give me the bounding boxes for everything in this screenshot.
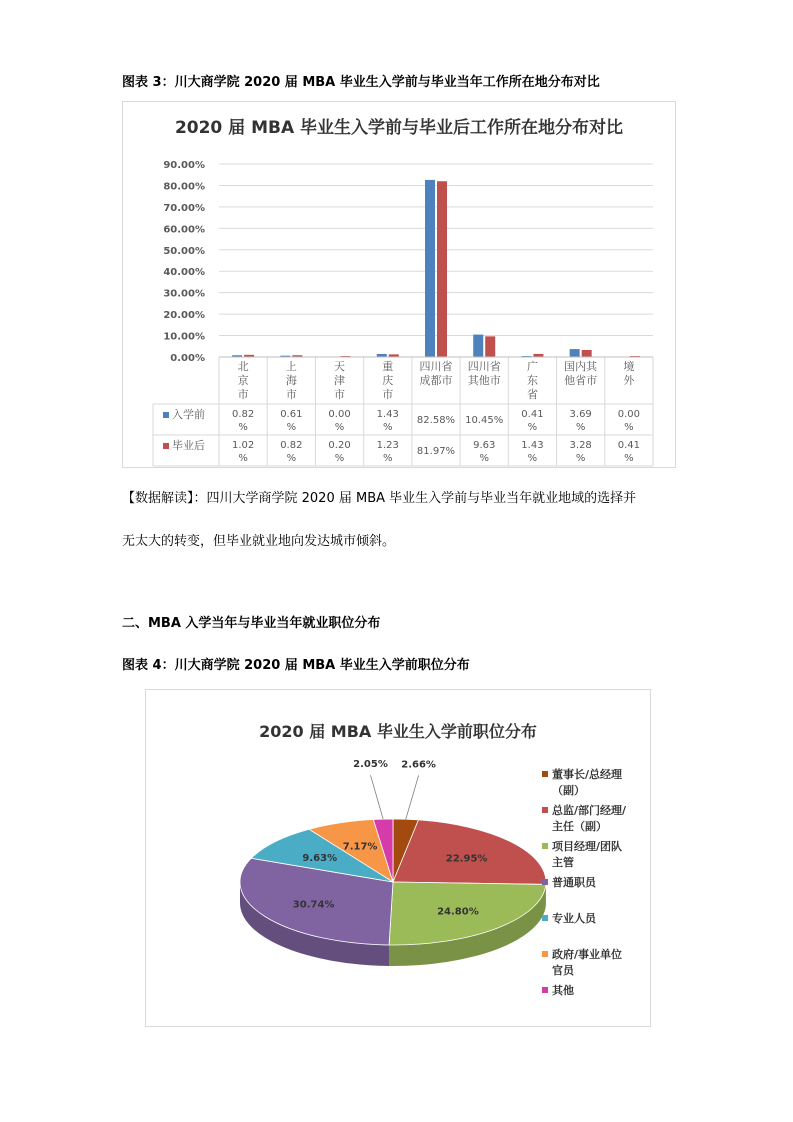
data-label: 0.20 (328, 440, 351, 451)
pie-data-label: 22.95% (445, 853, 488, 865)
pie-chart-container (145, 689, 651, 1027)
leader-line (371, 775, 384, 819)
data-label-unit: % (527, 422, 538, 433)
x-tick-label: 市 (285, 388, 297, 401)
data-label-unit: % (624, 453, 634, 464)
legend-label: 官员 (552, 964, 574, 977)
y-tick-label: 10.00% (163, 331, 205, 343)
data-label: 0.00 (328, 409, 351, 420)
x-tick-label: 外 (623, 374, 635, 387)
bar-chart (123, 102, 675, 467)
data-label: 0.82 (231, 409, 255, 420)
legend-key (542, 771, 548, 777)
x-tick-label: 国内其 (564, 360, 598, 373)
data-label: 3.69 (569, 409, 592, 420)
bar (437, 181, 447, 357)
x-tick-label: 四川省 (467, 360, 501, 373)
x-tick-label: 省 (526, 388, 538, 401)
data-label: 1.02 (231, 440, 255, 451)
legend-label: 专业人员 (552, 912, 596, 925)
data-label: 10.45% (465, 415, 504, 426)
legend-key (542, 879, 548, 885)
figure-caption-4: 图表 4：川大商学院 2020 届 MBA 毕业生入学前职位分布 (122, 658, 470, 673)
x-tick-label: 成都市 (419, 374, 453, 387)
legend-label: 总监/部门经理/ (552, 804, 627, 817)
data-label: 9.63 (473, 440, 496, 451)
interpretation-line-1: 【数据解读】：四川大学商学院 2020 届 MBA 毕业生入学前与毕业当年就业地域的选择并 (122, 491, 637, 506)
data-label-unit: % (479, 453, 489, 464)
x-tick-label: 市 (382, 388, 394, 401)
data-label: 0.00 (617, 409, 641, 420)
section-heading-2: 二、MBA 入学当年与毕业当年就业职位分布 (122, 616, 381, 631)
legend-key (163, 443, 169, 449)
x-tick-label: 其他市 (467, 374, 501, 387)
legend-label: 主任（副） (552, 820, 607, 833)
legend-label: 主管 (552, 856, 574, 869)
data-label: 0.41 (617, 440, 641, 451)
data-label-unit: % (334, 453, 345, 464)
legend-key (542, 807, 548, 813)
legend-label: 董事长/总经理 (552, 768, 623, 781)
y-tick-label: 90.00% (163, 160, 205, 171)
pie-data-label: 24.80% (437, 906, 479, 918)
x-tick-label: 重 (382, 360, 394, 373)
bar (582, 350, 592, 357)
data-label: 81.97% (416, 446, 456, 457)
legend-label: 其他 (552, 984, 574, 997)
data-label-unit: % (238, 453, 248, 464)
chart-title: 2020 届 MBA 毕业生入学前与毕业后工作所在地分布对比 (174, 118, 624, 138)
pie-chart-title: 2020 届 MBA 毕业生入学前职位分布 (259, 722, 537, 741)
pie-data-label: 2.05% (353, 759, 388, 771)
x-tick-label: 天 (334, 360, 346, 373)
data-label: 0.82 (280, 440, 303, 451)
bar-chart-container (122, 101, 676, 468)
data-label-unit: % (383, 422, 393, 433)
data-label: 1.43 (376, 409, 399, 420)
legend-label: （副） (552, 784, 585, 797)
data-label-unit: % (286, 422, 297, 433)
legend-label: 普通职员 (552, 876, 596, 889)
bar (570, 349, 580, 357)
x-tick-label: 北 (237, 360, 249, 373)
x-tick-label: 广 (526, 360, 538, 373)
pie-data-label: 2.66% (401, 759, 436, 771)
data-label-unit: % (286, 453, 297, 464)
x-tick-label: 东 (526, 374, 538, 387)
data-label: 0.61 (280, 409, 303, 420)
data-label: 1.23 (376, 440, 399, 451)
data-label: 3.28 (569, 440, 592, 451)
legend-label: 入学前 (172, 408, 205, 421)
data-label-unit: % (334, 422, 345, 433)
x-tick-label: 海 (285, 374, 297, 387)
x-tick-label: 津 (334, 374, 346, 387)
pie-slice (393, 820, 546, 885)
pie-data-label: 30.74% (292, 899, 335, 911)
y-tick-label: 60.00% (163, 224, 205, 236)
x-tick-label: 京 (237, 374, 249, 387)
legend-label: 毕业后 (172, 439, 205, 452)
legend-key (542, 915, 548, 921)
x-tick-label: 他省市 (564, 374, 598, 387)
data-label-unit: % (575, 422, 586, 433)
interpretation-line-2: 无太大的转变，但毕业就业地向发达城市倾斜。 (122, 534, 396, 549)
y-tick-label: 50.00% (163, 245, 205, 257)
data-label-unit: % (624, 422, 634, 433)
legend-key (163, 412, 169, 418)
legend-key (542, 843, 548, 849)
x-tick-label: 上 (285, 360, 297, 373)
pie-chart (146, 690, 650, 1026)
data-label-unit: % (383, 453, 393, 464)
bar (425, 180, 435, 357)
legend-label: 政府/事业单位 (552, 948, 623, 961)
legend-key (542, 951, 548, 957)
pie-data-label: 7.17% (342, 841, 378, 853)
y-tick-label: 20.00% (163, 310, 205, 322)
bar (473, 335, 483, 357)
y-tick-label: 0.00% (170, 353, 205, 364)
x-tick-label: 境 (623, 360, 635, 373)
y-tick-label: 30.00% (163, 288, 205, 300)
data-label: 82.58% (416, 415, 456, 426)
data-label: 1.43 (521, 440, 544, 451)
figure-caption-3: 图表 3：川大商学院 2020 届 MBA 毕业生入学前与毕业当年工作所在地分布对比 (122, 75, 600, 90)
y-tick-label: 40.00% (163, 267, 205, 279)
data-label: 0.41 (521, 409, 544, 420)
bar (485, 336, 495, 357)
x-tick-label: 四川省 (419, 360, 453, 373)
data-label-unit: % (575, 453, 586, 464)
data-label-unit: % (527, 453, 538, 464)
pie-data-label: 9.63% (302, 853, 338, 865)
x-tick-label: 市 (237, 388, 249, 401)
data-label-unit: % (238, 422, 248, 433)
legend-key (542, 987, 548, 993)
y-tick-label: 70.00% (163, 202, 205, 214)
legend-label: 项目经理/团队 (552, 840, 623, 853)
x-tick-label: 市 (334, 388, 346, 401)
leader-line (406, 775, 419, 819)
y-tick-label: 80.00% (163, 181, 205, 193)
x-tick-label: 庆 (382, 374, 394, 387)
